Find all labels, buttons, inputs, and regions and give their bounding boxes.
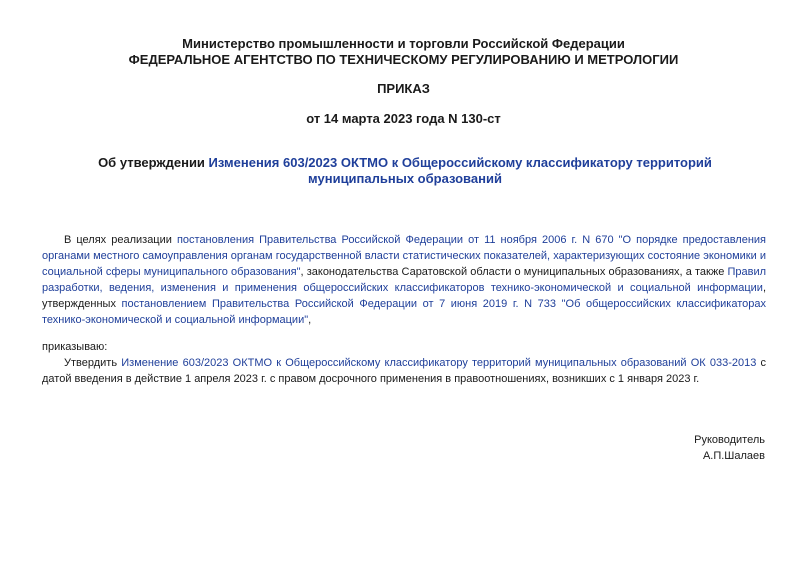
ministry-name: Министерство промышленности и торговли Российской Федерации <box>182 36 625 51</box>
title-link[interactable]: Изменения 603/2023 ОКТМО к Общероссийскому классификатору территорий муниципальных образований <box>208 155 712 186</box>
signature-position: Руководитель <box>694 434 765 446</box>
agency-name: ФЕДЕРАЛЬНОЕ АГЕНТСТВО ПО ТЕХНИЧЕСКОМУ РЕГУЛИРОВАНИЮ И МЕТРОЛОГИИ <box>128 52 679 67</box>
government-decree-733-link[interactable]: постановлением Правительства Российской Федерации от 7 июня 2019 г. N 733 "Об общероссийских классификаторах технико-экономической и социальной информации" <box>42 298 766 326</box>
preamble-text-1: В целях реализации <box>64 234 177 246</box>
document-type: ПРИКАЗ <box>377 81 430 96</box>
title-prefix: Об утверждении <box>98 155 209 170</box>
preamble-text-2: , законодательства Саратовской области о муниципальных образованиях, а также <box>300 266 728 278</box>
orders-word: приказываю: <box>42 341 108 353</box>
document-date-number: от 14 марта 2023 года N 130-ст <box>306 111 501 126</box>
signature-block <box>694 432 765 464</box>
oktmo-amendment-link[interactable]: Изменение 603/2023 ОКТМО к Общероссийскому классификатору территорий муниципальных образований ОК 033-2013 <box>121 357 757 369</box>
document-title <box>60 155 750 187</box>
preamble-text-4: , <box>308 314 312 326</box>
order-paragraph <box>42 355 766 387</box>
signature-name: А.П.Шалаев <box>702 450 765 462</box>
preamble-text-3: , утвержденных <box>42 282 766 310</box>
government-decree-670-link[interactable]: постановления Правительства Российской Федерации от 11 ноября 2006 г. N 670 "О порядке предоставления органами местного самоуправления органам государственной власти статистических показателей, характеризующих состояние экономики и социальной сферы муниципального образования" <box>42 234 767 278</box>
classifier-rules-link[interactable]: Правил разработки, ведения, изменения и применения общероссийских классификаторов технико-экономической и социальной информации <box>42 266 767 294</box>
order-text-1: Утвердить <box>64 357 122 369</box>
order-text-2: с датой введения в действие 1 апреля 2023 г. с правом досрочного применения в правоотношениях, возникших с 1 января 2023 г. <box>42 357 767 385</box>
preamble-paragraph <box>42 232 766 328</box>
